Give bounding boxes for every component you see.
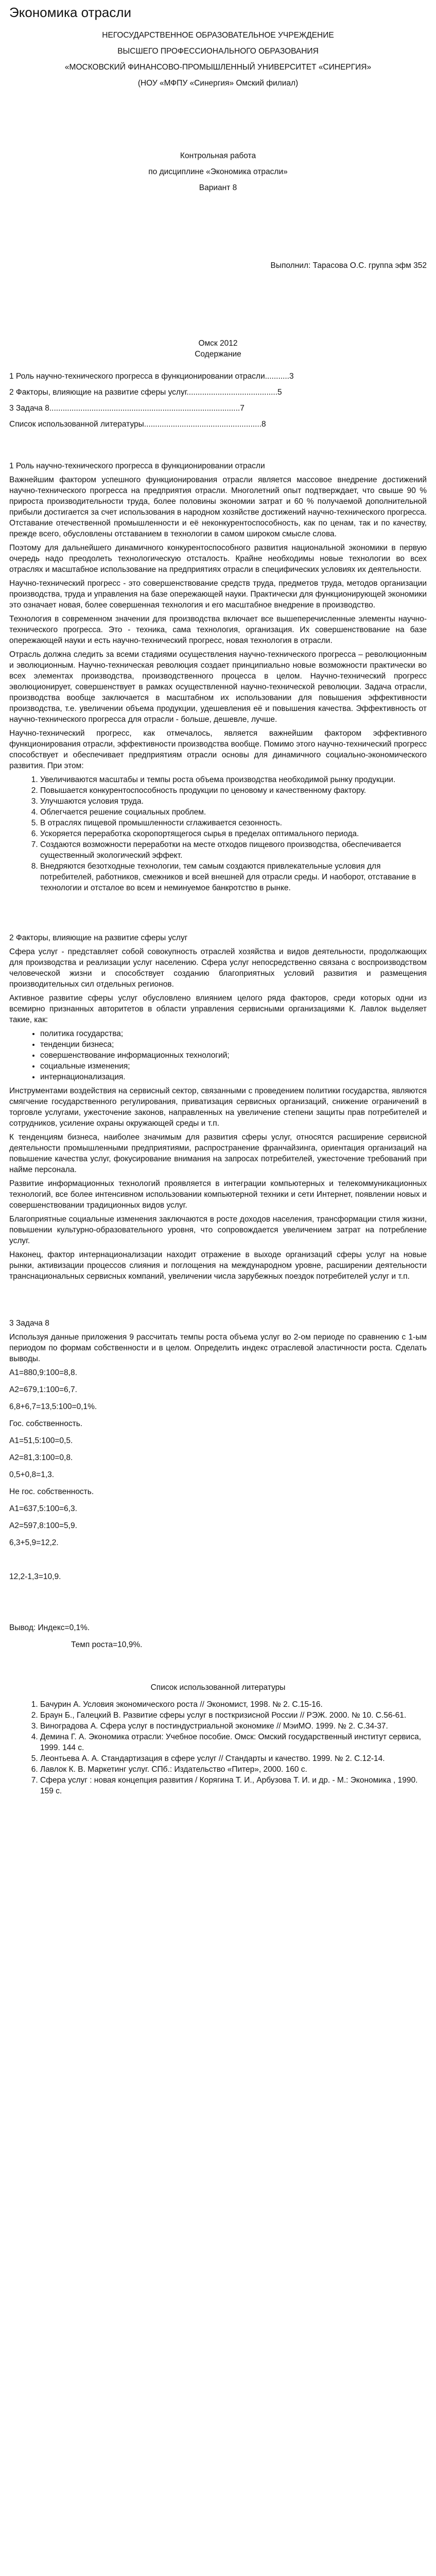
list-item: 8. Внедряются безотходные технологии, тем самым создаются привлекательные условия для потребителей, работников, смежников и всей внешней для отрасли среды. И наоборот, отставание в технологии и отсталое во всем и неминуемое банкротство в рынке. <box>40 861 427 893</box>
numbered-list <box>9 774 427 893</box>
calc-line: Не гос. собственность. <box>9 1487 94 1496</box>
calc-line: Темп роста=10,9%. <box>71 1640 143 1649</box>
city-year: Омск 2012 <box>198 339 238 348</box>
list-item: • социальные изменения; <box>40 1061 427 1072</box>
paragraph: Сфера услуг - представляет собой совокупность отраслей хозяйства и видов деятельности, продолжающих для производства и реализации услуг населению. Сфера услуг непосредственно связана с воспроизводством человеческой жизни и способствует созданию благоприятных условий развития и размещения производительных сил отдельных регионов. <box>9 947 427 989</box>
list-item: 2. Повышается конкурентоспособность продукции по ценовому и качественному фактору. <box>40 785 427 796</box>
bibliography-item: 4. Демина Г. А. Экономика отрасли: Учебное пособие. Омск: Омский государственный институт сервиса, 1999. 144 с. <box>40 1732 427 1753</box>
org-line: ВЫСШЕГО ПРОФЕССИОНАЛЬНОГО ОБРАЗОВАНИЯ <box>117 47 319 56</box>
section-heading: 3 Задача 8 <box>9 1319 49 1328</box>
toc-item: 1 Роль научно-технического прогресса в функционировании отрасли...........3 <box>9 372 294 381</box>
title-page <box>9 30 427 349</box>
author: Выполнил: Тарасова О.С. группа эфм 352 <box>270 261 427 270</box>
bibliography-item: 6. Лавлок К. В. Маркетинг услуг. СПб.: Издательство «Питер», 2000. 160 с. <box>40 1764 427 1775</box>
toc-item: Список использованной литературы.....................................................8 <box>9 420 266 429</box>
paragraph: Наконец, фактор интернационализации находит отражение в выходе организаций сферы услуг на новые рынки, активизации процессов слияния и поглощения на международном уровне, расширении деятельности транснациональных сервисных компаний, увеличении числа зарубежных поездок потребителей услуг и т.п. <box>9 1250 427 1281</box>
org-line: (НОУ «МФПУ «Синергия» Омский филиал) <box>137 79 299 88</box>
variant: Вариант 8 <box>199 183 237 192</box>
table-of-contents <box>9 349 427 430</box>
bibliography-item: 2. Браун Б., Галецкий В. Развитие сферы услуг в посткризисной России // РЭЖ. 2000. № 10. С.56-61. <box>40 1710 427 1721</box>
calc-line <box>9 1588 427 1599</box>
paragraph: Активное развитие сферы услуг обусловлено влиянием целого ряда факторов, среди которых одни из всемирно признанных авторитетов в области управления сервисными организациями К. Лавлок выделяет такие, как: <box>9 994 427 1024</box>
paragraph: Развитие информационных технологий проявляется в интеграции компьютерных и телекоммуникационных технологий, все более интенсивном использовании компьютерной техники и сети Интернет, появлении новых и совершенствовании традиционных видов услуг. <box>9 1179 427 1210</box>
list-item: 1. Увеличиваются масштабы и темпы роста объема производства необходимой рынку продукции. <box>40 774 427 785</box>
paragraph: Инструментами воздействия на сервисный сектор, связанными с проведением политики государства, являются смягчение государственного регулирования, приватизация сервисных организаций, снижение ограничений в торговле услугами, ужесточение законов, направленных на увеличение степени защиты прав потребителей и сотрудников, усиление охраны окружающей среды и т.п. <box>9 1087 427 1128</box>
list-item: 7. Создаются возможности переработки на месте отходов пищевого производства, обеспечивается существенный экологический эффект. <box>40 839 427 861</box>
work-type: Контрольная работа <box>180 151 256 160</box>
paragraph: Благоприятные социальные изменения заключаются в росте доходов населения, трансформации стиля жизни, повышении культурно-образовательного уровня, что сопровождается увеличением затрат на потребление услуг. <box>9 1215 427 1245</box>
bibliography <box>9 1656 427 1797</box>
toc-item: 3 Задача 8......................................................................................7 <box>9 404 245 413</box>
paragraph: Научно-технический прогресс - это совершенствование средств труда, предметов труда, методов организации производства, труда и управления на базе опережающей науки. Практически для функционирующей экономики это означает новая, более совершенная технология и его масштабное внедрение в производство. <box>9 579 427 609</box>
paragraph: К тенденциям бизнеса, наиболее значимым для развития сферы услуг, относятся расширение сервисной деятельности промышленными предприятиями, распространение франчайзинга, ориентация организаций на повышение качества услуг, фокусирование внимания на запросах потребителей, ужесточение требований при найме персонала. <box>9 1133 427 1174</box>
toc-heading: Содержание <box>195 350 241 359</box>
paragraph: Отрасль должна следить за всеми стадиями осуществления научно-технического прогресса – революционным и эволюционным. Научно-техническая революция создает принципиально новые возможности практически во всех элементах производства, производственного процесса в целом. Научно-технический прогресс эволюционирует, совершенствует в рамках осуществленной научно-технической революции. Задача отрасли, производства вообще заключается в масштабном их использовании для повышения эффективности производства, т.е. увеличении объема продукции, удешевления её и повышения качества. Эффективность от научно-технического прогресса для отрасли - больше, дешевле, лучше. <box>9 650 427 724</box>
bibliography-item: 3. Виноградова А. Сфера услуг в постиндустриальной экономике // МэиМО. 1999. № 2. С.34-37. <box>40 1721 427 1732</box>
toc-item: 2 Факторы, влияющие на развитие сферы услуг.........................................5 <box>9 388 282 397</box>
list-item: 6. Ускоряется переработка скоропортящегося сырья в пределах оптимального периода. <box>40 828 427 839</box>
calc-line: А2=679,1:100=6,7. <box>9 1385 77 1394</box>
calc-line: 6,8+6,7=13,5:100=0,1%. <box>9 1402 97 1411</box>
calc-line: А2=81,3:100=0,8. <box>9 1453 73 1462</box>
list-item: 3. Улучшаются условия труда. <box>40 796 427 807</box>
section-heading: 2 Факторы, влияющие на развитие сферы услуг <box>9 934 188 942</box>
list-item: • совершенствование информационных технологий; <box>40 1050 427 1061</box>
section-2 <box>9 896 427 1282</box>
calc-line: А1=51,5:100=0,5. <box>9 1436 73 1445</box>
bullet-list <box>9 1028 427 1082</box>
calculation-block <box>9 1367 427 1650</box>
list-item: • политика государства; <box>40 1028 427 1039</box>
calc-line: 12,2-1,3=10,9. <box>9 1572 61 1581</box>
list-item: 5. В отраслях пищевой промышленности сглаживается сезонность. <box>40 818 427 828</box>
bibliography-item: 5. Леонтьева А. А. Стандартизация в сфере услуг // Стандарты и качество. 1999. № 2. С.12-14. <box>40 1753 427 1764</box>
document-title: Экономика отрасли <box>9 5 132 20</box>
calc-line <box>9 1554 427 1565</box>
calc-line: Вывод: Индекс=0,1%. <box>9 1623 90 1632</box>
calc-line: Гос. собственность. <box>9 1419 83 1428</box>
calc-line: А1=637,5:100=6,3. <box>9 1504 77 1513</box>
calc-line: 6,3+5,9=12,2. <box>9 1538 59 1547</box>
bibliography-item: 7. Сфера услуг : новая концепция развития / Корягина Т. И., Арбузова Т. И. и др. - М.: Экономика , 1990. 159 с. <box>40 1775 427 1797</box>
paragraph: Поэтому для дальнейшего динамичного конкурентоспособного развития национальной экономики в первую очередь надо преодолеть технологическую отсталость. Крайне необходимы новые технологии во всех отраслях и масштабное использование на предприятиях отрасли в специфических условиях их деятельности. <box>9 544 427 574</box>
calc-line: 0,5+0,8=1,3. <box>9 1470 55 1479</box>
section-heading: 1 Роль научно-технического прогресса в функционировании отрасли <box>9 462 265 470</box>
list-item: • интернационализация. <box>40 1072 427 1082</box>
task-text: Используя данные приложения 9 рассчитать темпы роста объема услуг во 2-ом периоде по сравнению с 1-ым периодом по формам собственности и в целом. Определить индекс отраслевой эластичности роста. Сделать выводы. <box>9 1333 427 1363</box>
discipline: по дисциплине «Экономика отрасли» <box>148 167 288 176</box>
paragraph: Технология в современном значении для производства включает все вышеперечисленные элементы научно-технического прогресса. Это - техника, сама технология, организация. Их совершенствование на базе опережающей науки и есть научно-технический прогресс, новая технология в отрасли. <box>9 615 427 645</box>
calc-line <box>9 1605 427 1616</box>
list-item: 4. Облегчается решение социальных проблем. <box>40 807 427 818</box>
section-3 <box>9 1282 427 1650</box>
calc-line: А1=880,9:100=8,8. <box>9 1368 77 1377</box>
paragraph: Научно-технический прогресс, как отмечалось, является важнейшим фактором эффективного функционирования отрасли, эффективности производства вообще. Помимо этого научно-технический прогресс способствует и обеспечивает предприятиям отрасли основы для динамичного социально-экономического развития. При этом: <box>9 729 427 770</box>
paragraph: Важнейшим фактором успешного функционирования отрасли является массовое внедрение достижений научно-технического прогресса на предприятия отрасли. Многолетний опыт подтверждает, что свыше 90 % прироста производительности труда, более половины экономии затрат и 60 % получаемой дополнительной прибыли достигается за счет использования в народном хозяйстве достижений научно-технического прогресса. Отставание отечественной промышленности и её неконкурентоспособность, как по ценам, так и по качеству, прежде всего, обусловлены отставанием в технологии в самом широком смысле слова. <box>9 476 427 538</box>
bibliography-item: 1. Бачурин А. Условия экономического роста // Экономист, 1998. № 2. С.15-16. <box>40 1699 427 1710</box>
section-1 <box>9 430 427 893</box>
org-line: «МОСКОВСКИЙ ФИНАНСОВО-ПРОМЫШЛЕННЫЙ УНИВЕРСИТЕТ «СИНЕРГИЯ» <box>64 63 372 72</box>
bibliography-list <box>9 1699 427 1797</box>
calc-line: А2=597,8:100=5,9. <box>9 1521 77 1530</box>
list-item: • тенденции бизнеса; <box>40 1039 427 1050</box>
org-line: НЕГОСУДАРСТВЕННОЕ ОБРАЗОВАТЕЛЬНОЕ УЧРЕЖДЕНИЕ <box>102 31 334 40</box>
bibliography-heading: Список использованной литературы <box>150 1683 286 1692</box>
